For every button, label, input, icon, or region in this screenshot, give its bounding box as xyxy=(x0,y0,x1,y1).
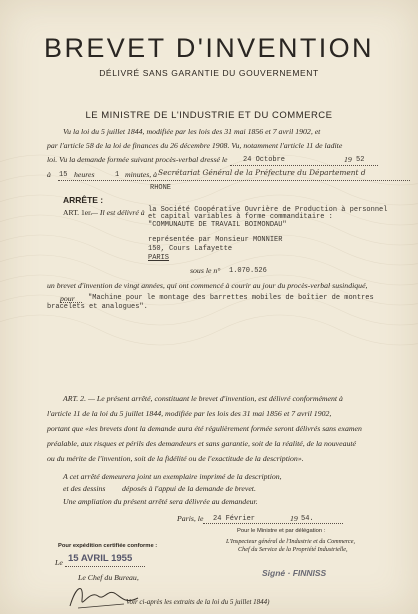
document-title: BREVET D'INVENTION xyxy=(44,33,374,63)
article-2-line-5: ou du mérite de l'invention, soit de la fidélité ou de l'exactitude de la description». xyxy=(47,454,304,463)
article-2-line-2: l'article 11 de la loi du 5 juillet 1844, modifiée par les lois des 31 mai 1856 et 7 avril 1902, xyxy=(47,409,332,418)
certification-date-stamp: 15 AVRIL 1955 xyxy=(68,553,133,564)
signed-stamp: Signé · FINNISS xyxy=(262,568,327,578)
procedure-date: 24 Octobre xyxy=(243,156,286,164)
certification-le: Le xyxy=(55,558,63,567)
arrete-heading: ARRÊTE : xyxy=(63,195,104,205)
footer-note: Voir ci-après les extraits de la loi du 5 juillet 1844) xyxy=(126,598,270,606)
signature-year-suffix: 54. xyxy=(301,515,314,523)
representative-line-1: représentée par Monsieur MONNIER xyxy=(148,236,283,244)
annex-line-2b: déposés à l'appui de la demande de brevet. xyxy=(122,484,256,493)
filing-department: RHONE xyxy=(150,184,172,192)
invention-object-line-1: "Machine pour le montage des barrettes mobiles de boîtier de montres xyxy=(88,294,374,302)
date-dotted-line xyxy=(230,165,378,166)
signature-year-prefix: 19 xyxy=(290,514,298,523)
annex-line-3: Une ampliation du présent arrêté sera délivrée au demandeur. xyxy=(63,497,258,506)
annex-line-2a: et des dessins xyxy=(63,484,106,493)
preamble-line-3: loi. Vu la demande formée suivant procès-verbal dressé le xyxy=(47,155,228,164)
holder-line-2: et capital variables à forme commanditaire : xyxy=(148,213,333,221)
pour-label: pour xyxy=(60,294,75,303)
holder-line-3: "COMMUNAUTE DE TRAVAIL BOIMONDAU" xyxy=(148,221,287,229)
hours-label: heures xyxy=(74,170,95,179)
signatory-role-1: L'Inspecteur général de l'Industrie et du Commerce, xyxy=(226,538,356,545)
place-dotted-line xyxy=(58,180,410,181)
minutes-label: minutes, à xyxy=(125,170,158,179)
holder-line-1: la Société Coopérative Ouvrière de Production à personnel xyxy=(148,206,388,214)
certification-label: Pour expédition certifiée conforme : xyxy=(58,543,158,549)
signature-date-line xyxy=(203,523,343,524)
certification-date-line xyxy=(65,566,145,567)
representative-line-2: 150, Cours Lafayette xyxy=(148,245,233,253)
filing-office-handwritten: Secrétariat Général de la Préfecture du Département d xyxy=(158,168,366,177)
brevet-grant-line: un brevet d'invention de vingt années, qui ont commencé à courir au jour du procès-verbal susindiqué, xyxy=(47,281,368,290)
preamble-line-2: par l'article 58 de la loi de finances du 26 décembre 1908. Vu, notamment l'article 11 de ladite xyxy=(47,141,343,150)
invention-object-line-2: bracelets et analogues". xyxy=(47,303,148,311)
annex-line-1: A cet arrêté demeurera joint un exemplaire imprimé de la description, xyxy=(63,472,282,481)
article-1-text: — Il est délivré à xyxy=(91,208,145,217)
signature-place: Paris, le xyxy=(177,514,204,523)
signature-date: 24 Février xyxy=(213,515,256,523)
article-2-line-1: ART. 2. — Le présent arrêté, constituant le brevet d'invention, est délivré conformément à xyxy=(63,394,343,403)
handwritten-signature xyxy=(64,578,144,614)
article-2-line-4: préalable, aux risques et périls des demandeurs et sans garantie, soit de la réalité, de la nouveauté xyxy=(47,439,357,448)
preamble-a: à xyxy=(47,170,51,179)
signatory-role-2: Chef du Service de la Propriété Industrielle, xyxy=(238,546,348,553)
procedure-year-suffix: 52 xyxy=(356,156,365,164)
procedure-hour: 15 xyxy=(59,171,68,179)
document-subtitle: DÉLIVRÉ SANS GARANTIE DU GOUVERNEMENT xyxy=(99,68,319,78)
procedure-year-prefix: 19 xyxy=(344,155,352,164)
patent-number: 1.070.526 xyxy=(229,267,267,275)
patent-number-label: sous le n° xyxy=(190,266,221,275)
article-2-line-3: portant que «les brevets dont la demande aura été régulièrement formée seront délivrés sans examen xyxy=(47,424,362,433)
issuing-authority: LE MINISTRE DE L'INDUSTRIE ET DU COMMERCE xyxy=(85,110,333,121)
representative-line-3: PARIS xyxy=(148,254,170,262)
article-1-label: ART. 1er. xyxy=(63,208,93,217)
procedure-minutes: 1 xyxy=(115,171,120,179)
preamble-line-1: Vu la loi du 5 juillet 1844, modifiée par les lois des 31 mai 1856 et 7 avril 1902, et xyxy=(63,127,321,136)
delegation-text: Pour le Ministre et par délégation : xyxy=(237,528,326,534)
bureau-chief-label: Le Chef du Bureau, xyxy=(78,573,139,582)
